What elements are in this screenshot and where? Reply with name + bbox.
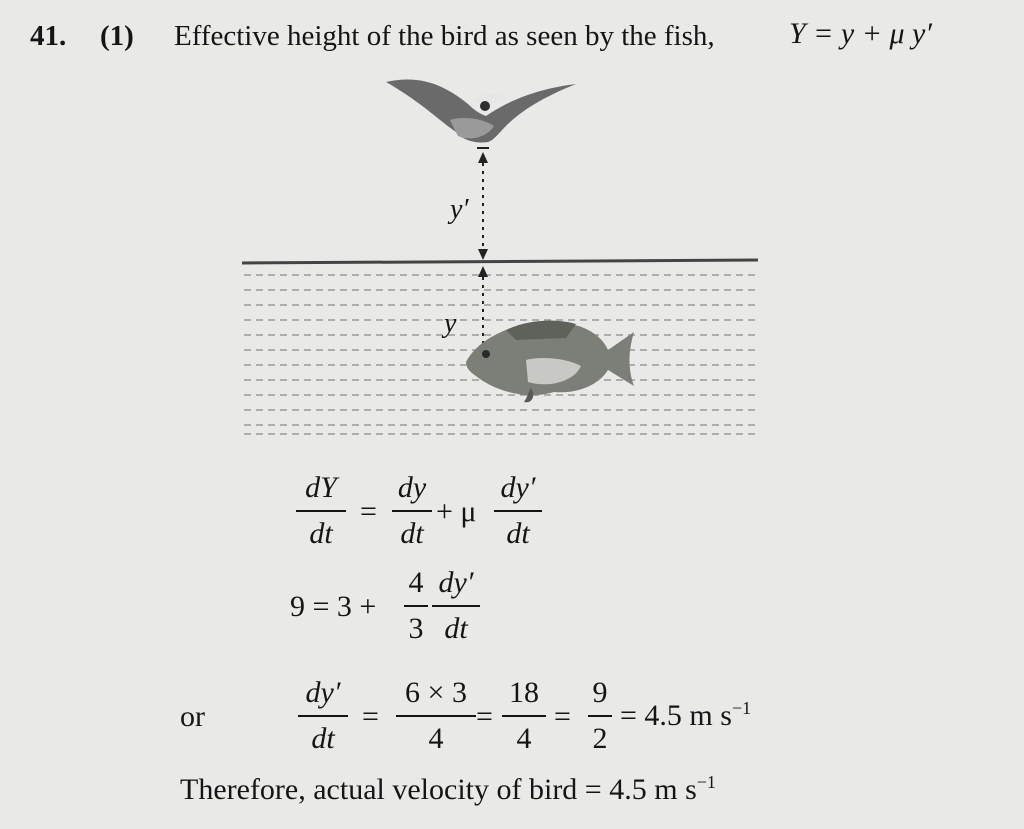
question-number: 41. bbox=[30, 20, 67, 52]
fraction-bar bbox=[404, 605, 428, 607]
eq3-product-fraction bbox=[396, 675, 476, 757]
water-surface-line bbox=[242, 260, 758, 263]
eq3-eighteen-denominator: 4 bbox=[516, 722, 532, 755]
eq1-plus-mu: + μ bbox=[436, 495, 477, 528]
eq1-lhs-fraction bbox=[296, 470, 346, 552]
eq3-or-label: or bbox=[180, 700, 205, 733]
eq1-equals: = bbox=[360, 495, 377, 528]
fraction-bar bbox=[396, 715, 476, 717]
question-text: Effective height of the bird as seen by the fish, bbox=[174, 20, 715, 52]
eq3-lhs-denominator: dt bbox=[311, 722, 335, 755]
fraction-bar bbox=[298, 715, 348, 717]
eq3-nine-halves-fraction bbox=[588, 675, 612, 757]
eq3-eighteen-numerator: 18 bbox=[509, 676, 539, 709]
eq1-term2-numerator: dy′ bbox=[500, 471, 536, 504]
conclusion-text bbox=[180, 772, 716, 807]
eq3-result-value: = 4.5 m s bbox=[620, 699, 732, 732]
bird-height-marker bbox=[477, 148, 489, 260]
fraction-bar bbox=[296, 510, 346, 512]
eq1-lhs-denominator: dt bbox=[309, 517, 333, 550]
bird-fish-figure bbox=[236, 70, 766, 440]
fraction-bar bbox=[432, 605, 480, 607]
eq3-product-denominator: 4 bbox=[428, 722, 444, 755]
eq3-result-exponent: −1 bbox=[731, 698, 752, 718]
bird-illustration bbox=[386, 79, 576, 142]
eq3-equals-c: = bbox=[554, 700, 571, 733]
eq3-lhs-numerator: dy′ bbox=[305, 676, 341, 709]
eq3-result bbox=[620, 698, 751, 733]
eq2-coefficient-numerator: 4 bbox=[408, 566, 424, 599]
eq1-lhs-numerator: dY bbox=[305, 471, 337, 504]
eq1-term1-denominator: dt bbox=[400, 517, 424, 550]
height-equation: Y = y + μ y′ bbox=[789, 17, 932, 50]
eq1-term1-fraction bbox=[392, 470, 432, 552]
eq2-derivative-numerator: dy′ bbox=[438, 566, 474, 599]
eq3-eighteen-fraction bbox=[502, 675, 546, 757]
eq3-product-numerator: 6 × 3 bbox=[405, 676, 467, 709]
fraction-bar bbox=[588, 715, 612, 717]
eq2-lhs: 9 = 3 + bbox=[290, 590, 377, 623]
eq2-derivative-denominator: dt bbox=[444, 612, 468, 645]
fish-depth-label: y bbox=[444, 308, 457, 339]
fraction-bar bbox=[392, 510, 432, 512]
fraction-bar bbox=[494, 510, 542, 512]
eq3-equals-a: = bbox=[362, 700, 379, 733]
eq3-nine-halves-numerator: 9 bbox=[592, 676, 608, 709]
eq2-derivative-fraction bbox=[432, 565, 480, 647]
eq1-term1-numerator: dy bbox=[397, 471, 427, 504]
eq1-term2-fraction bbox=[494, 470, 542, 552]
conclusion-exponent: −1 bbox=[696, 772, 716, 792]
bird-height-label: y′ bbox=[450, 194, 469, 225]
eq3-lhs-fraction bbox=[298, 675, 348, 757]
answer-option: (1) bbox=[100, 20, 134, 52]
fish-depth-marker bbox=[478, 266, 488, 350]
fish-illustration bbox=[466, 321, 634, 403]
fraction-bar bbox=[502, 715, 546, 717]
eq2-coefficient-fraction bbox=[404, 565, 428, 647]
eq2-coefficient-denominator: 3 bbox=[408, 612, 424, 645]
conclusion-body: Therefore, actual velocity of bird = 4.5 m s bbox=[180, 773, 697, 806]
eq1-term2-denominator: dt bbox=[506, 517, 530, 550]
eq3-nine-halves-denominator: 2 bbox=[592, 722, 608, 755]
eq3-equals-b: = bbox=[476, 700, 493, 733]
